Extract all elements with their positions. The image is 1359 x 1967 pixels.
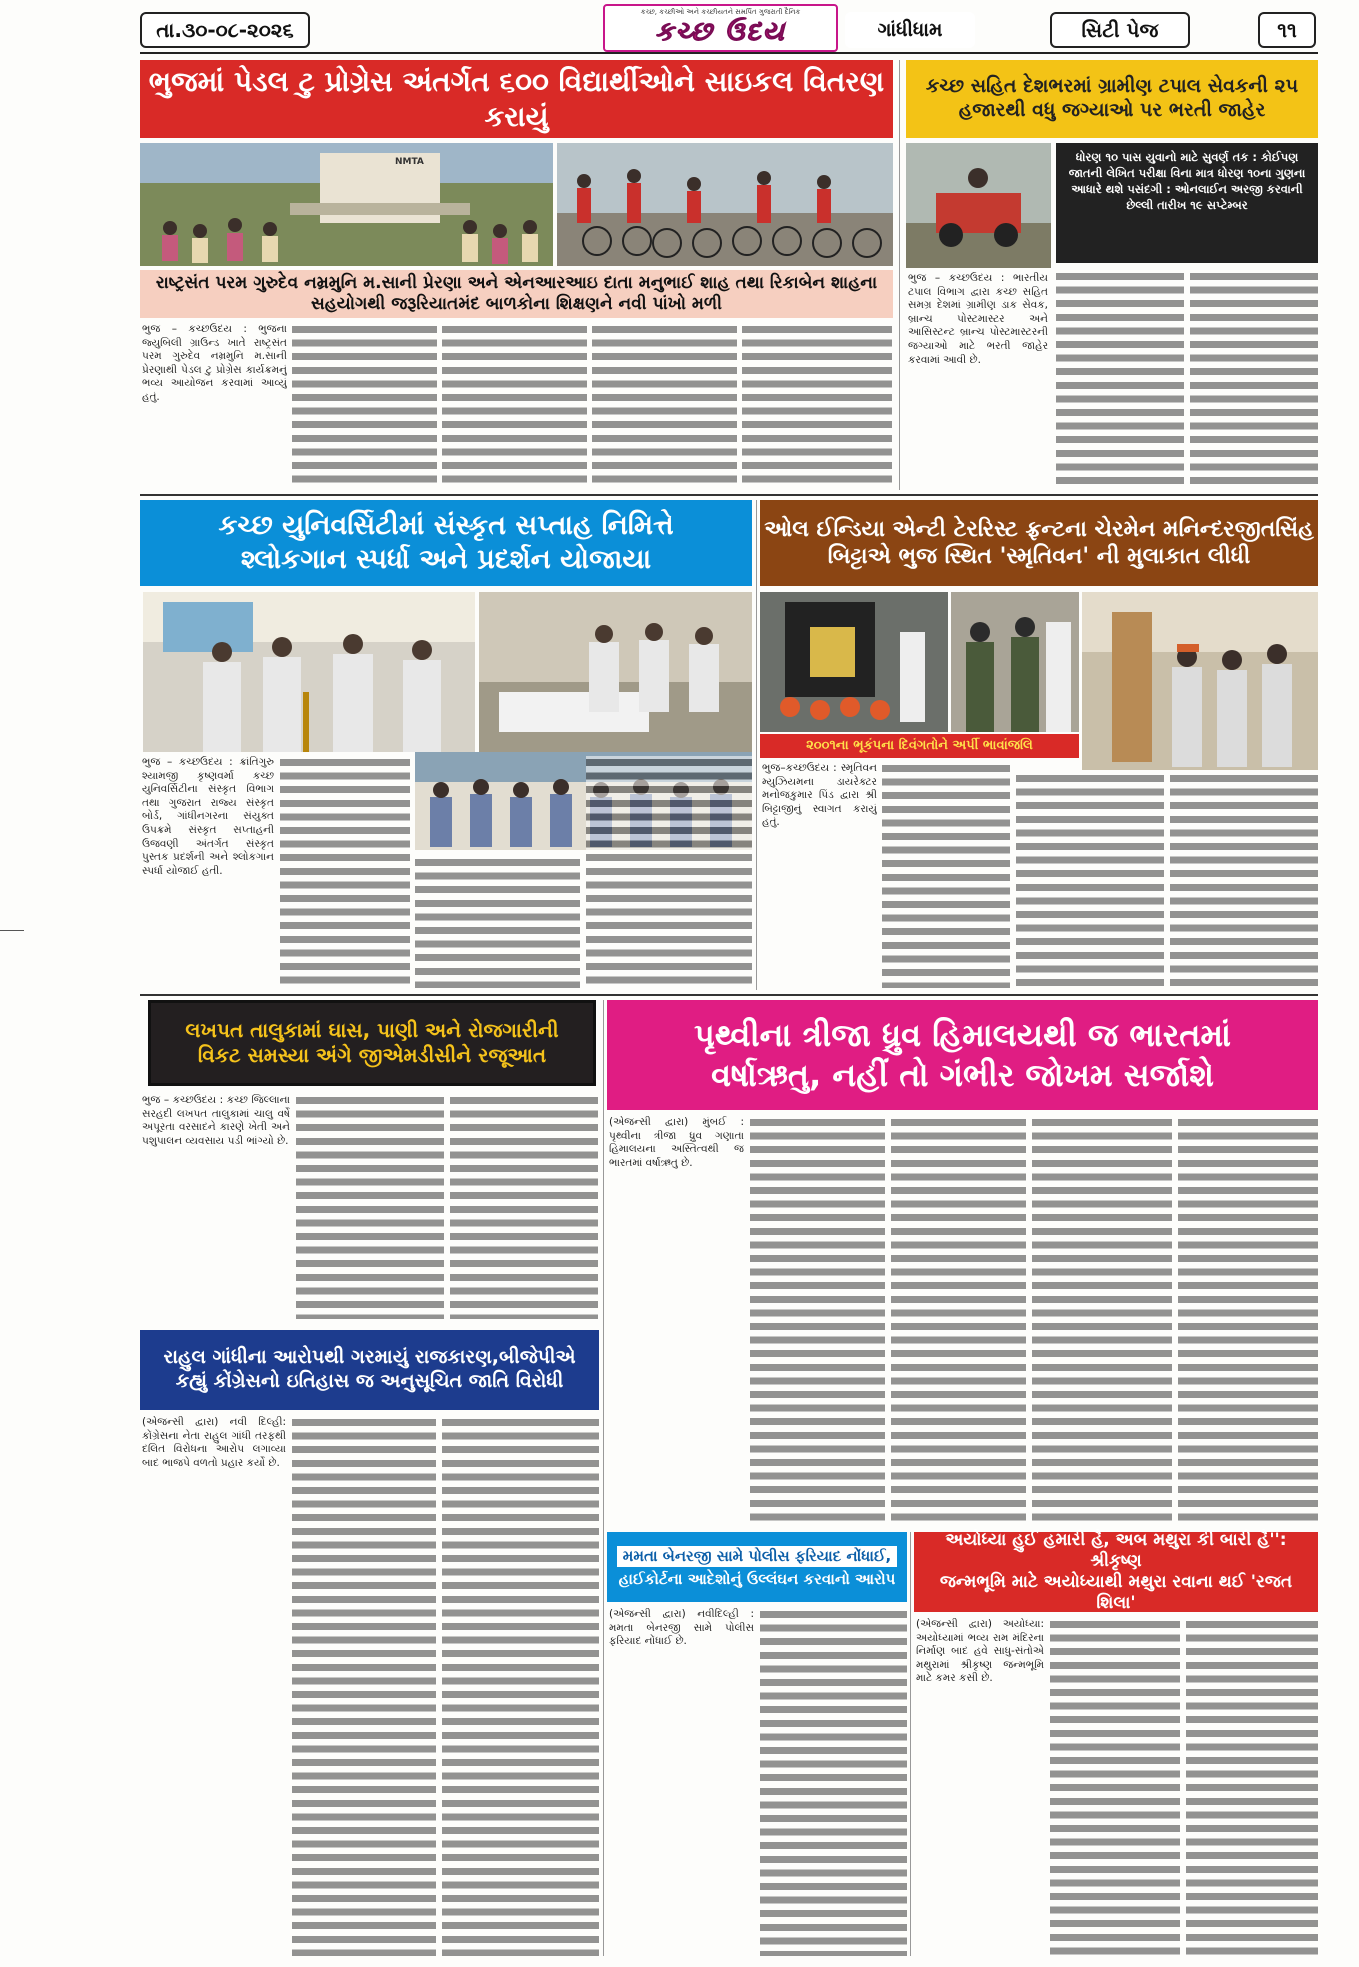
story3-photo-exhibition [479, 592, 752, 752]
story9-headline [914, 1529, 1318, 1614]
story7-headline-line2: કહ્યું કોંગ્રેસનો ઇતિહાસ જ અનુસૂચિત જાતિ વિરોધી [175, 1370, 564, 1392]
story6-column [750, 1116, 885, 1526]
masthead [140, 4, 1318, 54]
story9-column [1186, 1618, 1318, 1956]
story3-column [586, 756, 752, 988]
story1-photo-ceremony [140, 143, 553, 266]
story4-lead: ભુજ–કચ્છઉદય : સ્મૃતિવન મ્યુઝિયમના ડાયરેક્ટર મનોજકુમાર પિંડ દ્વારા શ્રી બિટ્ટાજીનું સ્વાગત કરાયું હતું. [762, 762, 877, 829]
story9-column [1050, 1618, 1180, 1956]
issue-date: તા.૩૦-૦૮-૨૦૨૬ [140, 12, 310, 48]
story3-headline [140, 500, 752, 586]
banner-label: NMTA [395, 157, 424, 167]
story1-column [592, 323, 737, 488]
story1-column [292, 323, 437, 488]
story1-column [742, 323, 892, 488]
story1-caption: રાષ્ટ્રસંત પરમ ગુરુદેવ નમ્રમુનિ મ.સાની પ્રેરણા અને એનઆરઆઇ દાતા મનુભાઈ શાહ તથા રિકાબેન શાહના સહયોગથી જરૂરિયાતમંદ બાળકોના શિક્ષણને નવી પાંખો મળી [140, 270, 893, 318]
story1-lead: ભુજ – કચ્છઉદય : ભુજના જ્યુબિલી ગ્રાઉન્ડ ખાતે રાષ્ટ્રસંત પરમ ગુરુદેવ નમ્રમુનિ મ.સાની પ્રેરણાથી પેડલ ટુ પ્રોગ્રેસ કાર્યક્રમનું ભવ્ય આયોજન કરવામાં આવ્યું હતું. [142, 323, 287, 403]
story3-lead: ભુજ – કચ્છઉદય : ક્રાંતિગુરુ શ્યામજી કૃષ્ણવર્મા કચ્છ યુનિવર્સિટીના સંસ્કૃત વિભાગ તથા ગુજરાત રાજ્ય સંસ્કૃત બોર્ડ, ગાંધીનગરના સંયુક્ત ઉપક્રમે સંસ્કૃત સપ્તાહની ઉજવણી અંતર્ગત સંસ્કૃત પુસ્તક પ્રદર્શની અને શ્લોકગાન સ્પર્ધા યોજાઈ હતી. [142, 756, 274, 877]
story4-photo-caption: ૨૦૦૧ના ભૂકંપના દિવંગતોને અર્પી ભાવાંજલિ [760, 734, 1079, 758]
section-label: સિટી પેજ [1050, 12, 1190, 48]
story8-column [760, 1608, 907, 1956]
page-number: ૧૧ [1258, 12, 1316, 48]
story8-lead: (એજન્સી દ્વારા) નવીદિલ્હી : મમતા બેનરજી સામે પોલીસ ફરિયાદ નોંધાઈ છે. [609, 1608, 754, 1648]
story8-headline-line1: મમતા બેનરજી સામે પોલીસ ફરિયાદ નોંધાઈ, [617, 1546, 897, 1567]
brand-tagline: કચ્છ, કચ્છીઓ અને કચ્છીયતને સમર્પિત ગુજરાતી દૈનિક [640, 8, 801, 16]
story6-headline-line2: વર્ષાઋતુ, નહીં તો ગંભીર જોખમ સર્જાશે [711, 1056, 1214, 1094]
story7-column [442, 1416, 599, 1956]
story7-headline-line1: રાહુલ ગાંધીના આરોપથી ગરમાયું રાજકારણ,બીજેપીએ [163, 1346, 576, 1369]
story3-photo-lamp [143, 592, 475, 752]
story3-headline-line2: શ્લોકગાન સ્પર્ધા અને પ્રદર્શન યોજાયા [240, 544, 652, 575]
story4-photo-visit [1082, 592, 1318, 770]
brand-logo [603, 4, 838, 52]
story5-headline-line2: વિકટ સમસ્યા અંગે જીએમડીસીને રજૂઆત [197, 1043, 547, 1067]
story7-headline [140, 1330, 599, 1410]
story5-headline [148, 1000, 596, 1086]
story6-column [1178, 1116, 1318, 1526]
story5-headline-line1: લખપત તાલુકામાં ઘાસ, પાણી અને રોજગારીની [185, 1018, 559, 1042]
story1-headline: ભુજમાં પેડલ ટુ પ્રોગ્રેસ અંતર્ગત ૬૦૦ વિદ્યાર્થીઓને સાઇકલ વિતરણ કરાયું [140, 60, 893, 138]
story4-photo-memorial [760, 592, 948, 732]
story9-headline-line2: જન્મભૂમિ માટે અયોધ્યાથી મથુરા રવાના થઈ 'રજત શિલા' [939, 1572, 1293, 1614]
story4-headline [760, 500, 1318, 586]
story3-column [415, 856, 580, 988]
story6-column [1032, 1116, 1172, 1526]
story3-column [280, 756, 410, 988]
story4-photo-guards [951, 592, 1079, 732]
story1-photo-cycles [557, 143, 893, 266]
city-label: ગાંધીધામ [845, 12, 975, 48]
story5-column [296, 1094, 444, 1319]
story2-column [1190, 270, 1318, 487]
story5-column [450, 1094, 598, 1319]
story2-headline: કચ્છ સહિત દેશભરમાં ગ્રામીણ ટપાલ સેવકની ૨૫ હજારથી વધુ જગ્યાઓ પર ભરતી જાહેર [906, 60, 1318, 138]
story9-lead: (એજન્સી દ્વારા) અયોધ્યા: અયોધ્યામાં ભવ્ય રામ મંદિરના નિર્માણ બાદ હવે સાધુ-સંતોએ મથુરામાં શ્રીકૃષ્ણ જન્મભૂમિ માટે કમર કસી છે. [916, 1618, 1044, 1685]
story4-column [882, 762, 1010, 988]
story2-photo-postman [906, 143, 1051, 268]
story9-headline-line1: અયોધ્યા હુઈ હમારી હૈ, અબ મથુરા કી બારી હૈ'': શ્રીકૃષ્ણ [945, 1529, 1287, 1571]
story6-lead: (એજન્સી દ્વારા) મુંબઈ : પૃથ્વીના ત્રીજા ધ્રુવ ગણાતા હિમાલયના અસ્તિત્વથી જ ભારતમાં વર્ષાઋતુ છે. [609, 1116, 744, 1169]
story1-column [442, 323, 587, 488]
story4-column [1170, 772, 1318, 988]
story5-lead: ભુજ – કચ્છઉદય : કચ્છ જિલ્લાના સરહદી લખપત તાલુકામાં ચાલુ વર્ષે અપૂરતા વરસાદને કારણે ખેતી અને પશુપાલન વ્યવસાય પડી ભાંગ્યો છે. [142, 1094, 290, 1147]
story2-lead: ભુજ – કચ્છઉદય : ભારતીય ટપાલ વિભાગ દ્વારા કચ્છ સહિત સમગ્ર દેશમાં ગ્રામીણ ડાક સેવક, બ્રાન્ચ પોસ્ટમાસ્ટર અને આસિસ્ટન્ટ બ્રાન્ચ પોસ્ટમાસ્ટરની જગ્યાઓ માટે ભરતી જાહેર કરવામાં આવી છે. [908, 272, 1048, 366]
story4-headline-line1: ઓલ ઈન્ડિયા એન્ટી ટેરરિસ્ટ ફ્રન્ટના ચેરમેન મનિન્દરજીતસિંહ [764, 516, 1314, 542]
story2-column [1056, 270, 1184, 487]
story8-headline [607, 1532, 907, 1602]
story6-column [891, 1116, 1026, 1526]
story3-headline-line1: કચ્છ યુનિવર્સિટીમાં સંસ્કૃત સપ્તાહ નિમિત્તે [218, 510, 674, 542]
story7-column [292, 1416, 436, 1956]
story2-highlight-box: ધોરણ ૧૦ પાસ યુવાનો માટે સુવર્ણ તક : કોઈપણ જાતની લેખિત પરીક્ષા વિના માત્ર ધોરણ ૧૦ના ગુણના આધારે થશે પસંદગી : ઓનલાઈન અરજી કરવાની છેલ્લી તારીખ ૧૯ સપ્ટેમ્બર [1056, 143, 1318, 263]
story7-lead: (એજન્સી દ્વારા) નવી દિલ્હી: કોંગ્રેસના નેતા રાહુલ ગાંધી તરફથી દલિત વિરોધના આરોપ લગાવ્યા બાદ ભાજપે વળતો પ્રહાર કર્યો છે. [142, 1416, 286, 1469]
story4-headline-line2: બિટ્ટાએ ભુજ સ્થિત 'સ્મૃતિવન' ની મુલાકાત લીધી [827, 544, 1251, 569]
story6-headline [607, 1000, 1318, 1110]
story6-headline-line1: પૃથ્વીના ત્રીજા ધ્રુવ હિમાલયથી જ ભારતમાં [694, 1016, 1231, 1054]
brand-name: કચ્છ ઉદય [655, 17, 786, 47]
story8-headline-line2: હાઈકોર્ટના આદેશોનું ઉલ્લંઘન કરવાનો આરોપ [618, 1569, 896, 1588]
story4-column [1016, 772, 1164, 988]
